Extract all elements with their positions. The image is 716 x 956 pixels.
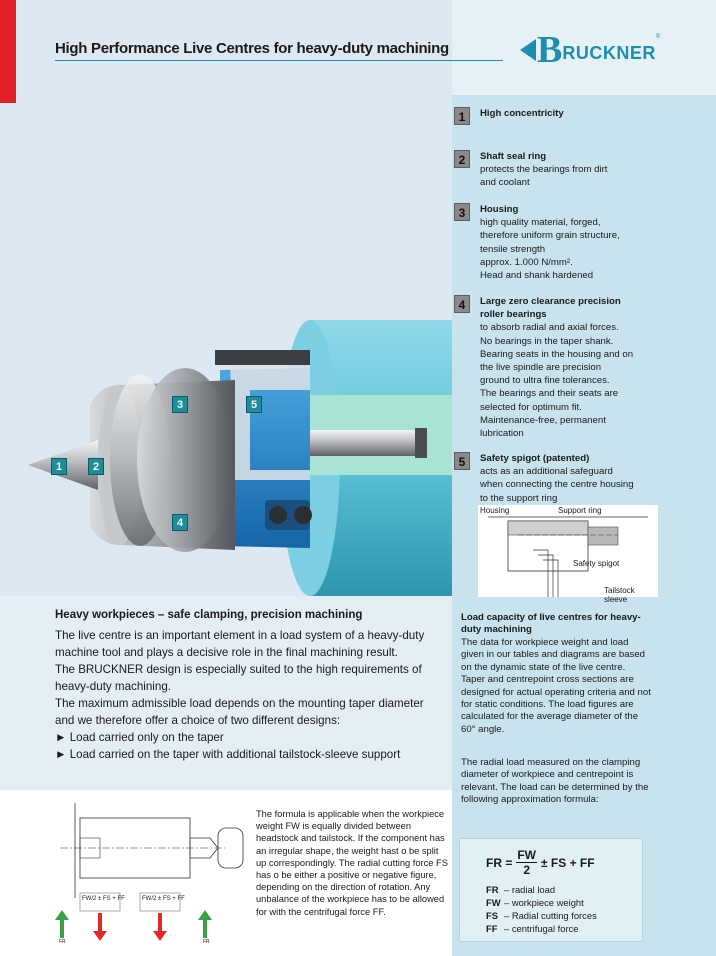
- force-diagram: [50, 798, 250, 948]
- formula-lhs: FR =: [486, 855, 513, 870]
- feature-line: Maintenance-free, permanent: [480, 414, 606, 426]
- feature-line: protects the bearings from dirt: [480, 164, 608, 176]
- marker-3: 3: [172, 396, 188, 413]
- red-accent-bar: [0, 0, 16, 103]
- feature-line: acts as an additional safeguard: [480, 466, 613, 478]
- marker-4: 4: [172, 514, 188, 531]
- feature-1: [454, 107, 654, 125]
- feature-line: Head and shank hardened: [480, 270, 594, 282]
- marker-1: 1: [51, 458, 67, 475]
- feature-line: and coolant: [480, 177, 530, 189]
- formula-denominator: 2: [523, 863, 531, 877]
- title-underline: [55, 60, 503, 61]
- legend-item: FR – radial load: [486, 884, 556, 895]
- feature-3: [454, 203, 654, 282]
- page-title: High Performance Live Centres for heavy-duty machining: [55, 40, 449, 57]
- logo-letter-b: B: [537, 29, 563, 71]
- label-safety-spigot: Safety spigot: [573, 559, 620, 568]
- label-fr-left: FR: [59, 939, 66, 945]
- marker-2: 2: [88, 458, 104, 475]
- feature-line: to the support ring: [480, 492, 558, 504]
- feature-2: [454, 150, 654, 190]
- bullet-arrow-icon: ►: [55, 748, 70, 761]
- feature-line: Bearing seats in the housing and on: [480, 348, 634, 360]
- load-capacity-text: The data for workpiece weight and load given in our tables and diagrams are based on the dynamic state of the live centre. Taper and centrepoint cross sections are designed for actual operating criteria and not for static conditions. The load figures are calculated for the average diameter of the 60° angle.: [461, 637, 651, 735]
- feature-line: high quality material, forged,: [480, 217, 601, 229]
- box-formula-left: FW/2 ± FS + FF: [82, 896, 125, 902]
- label-fr-right: FR: [203, 939, 210, 945]
- load-formula-intro: The radial load measured on the clamping diameter of workpiece and centrepoint is relevant. The load can be determined by the following approximation formula:: [461, 757, 649, 806]
- label-tailstock-sleeve: Tailstock sleeve: [604, 586, 635, 604]
- box-formula-right: FW/2 ± FS + FF: [142, 896, 185, 902]
- legend-item: FF – centrifugal force: [486, 923, 579, 934]
- formula: [486, 848, 595, 877]
- feature-number: 4: [454, 295, 470, 313]
- logo-arrow-icon: [520, 39, 536, 61]
- feature-5: [454, 452, 654, 505]
- feature-title: Housing: [480, 204, 519, 215]
- formula-fraction: [516, 848, 537, 877]
- load-capacity-title: Load capacity of live centres for heavy-duty machining: [461, 612, 641, 635]
- legend-item: FW – workpiece weight: [486, 897, 584, 908]
- live-centre-drawing: [20, 290, 452, 596]
- feature-title: Safety spigot (patented): [480, 453, 590, 464]
- formula-legend: [486, 883, 597, 935]
- paragraph: The BRUCKNER design is especially suited to the high requirements of heavy-duty machining.: [55, 663, 422, 693]
- feature-line: No bearings in the taper shank.: [480, 335, 614, 347]
- safety-spigot-drawing: [478, 505, 658, 604]
- feature-number: 3: [454, 203, 470, 221]
- label-support-ring: Support ring: [558, 506, 602, 515]
- feature-line: tensile strength: [480, 243, 546, 255]
- feature-line: therefore uniform grain structure,: [480, 230, 620, 242]
- feature-4: [454, 295, 654, 440]
- feature-line: to absorb radial and axial forces.: [480, 322, 619, 334]
- formula-note: The formula is applicable when the workpiece weight FW is equally divided between headstock and tailstock. If the component has an irregular shape, the weight hast o be split up correspondingly. The radial cutting force FS has o be either a positive or negative figure, depending on the direction of rotation. Any unbalance of the workpiece has to be allowed for with the centrifugal force FF.: [256, 809, 448, 917]
- feature-line: lubrication: [480, 428, 524, 440]
- formula-box: [459, 838, 643, 942]
- logo-wordmark: RUCKNER: [562, 42, 656, 63]
- marker-5: 5: [246, 396, 262, 413]
- feature-title: Large zero clearance precision roller bearings: [480, 296, 621, 321]
- feature-title: Shaft seal ring: [480, 151, 547, 162]
- force-diagram-drawing: [50, 798, 250, 948]
- bruckner-logo: [520, 30, 660, 70]
- feature-line: when connecting the centre housing: [480, 479, 634, 491]
- feature-number: 1: [454, 107, 470, 125]
- feature-line: the live spindle are precision: [480, 362, 602, 374]
- spigot-section-drawing: [478, 505, 658, 597]
- section-subtitle: Heavy workpieces – safe clamping, precision machining: [55, 609, 363, 621]
- formula-numerator: FW: [517, 848, 536, 862]
- legend-item: FS – Radial cutting forces: [486, 910, 597, 921]
- feature-title: High concentricity: [480, 108, 564, 119]
- paragraph: The maximum admissible load depends on the mounting taper diameter and we therefore offer a choice of two different designs:: [55, 697, 424, 727]
- bullet-item: ► Load carried on the taper with additional tailstock-sleeve support: [55, 748, 401, 761]
- paragraph: The live centre is an important element in a load system of a heavy-duty machine tool and plays a decisive role in the final machining result.: [55, 629, 425, 659]
- live-centre-illustration: [20, 290, 452, 596]
- feature-number: 5: [454, 452, 470, 470]
- feature-line: selected for optimum fit.: [480, 401, 582, 413]
- bullet-arrow-icon: ►: [55, 731, 70, 744]
- feature-number: 2: [454, 150, 470, 168]
- label-housing: Housing: [480, 506, 510, 515]
- logo-trademark: ®: [655, 34, 661, 40]
- feature-line: The bearings and their seats are: [480, 388, 619, 400]
- section-body: [55, 627, 435, 763]
- bullet-item: ► Load carried only on the taper: [55, 731, 224, 744]
- formula-rhs: ± FS + FF: [541, 855, 595, 870]
- feature-line: approx. 1.000 N/mm².: [480, 256, 573, 268]
- feature-line: ground to ultra fine tolerances.: [480, 375, 610, 387]
